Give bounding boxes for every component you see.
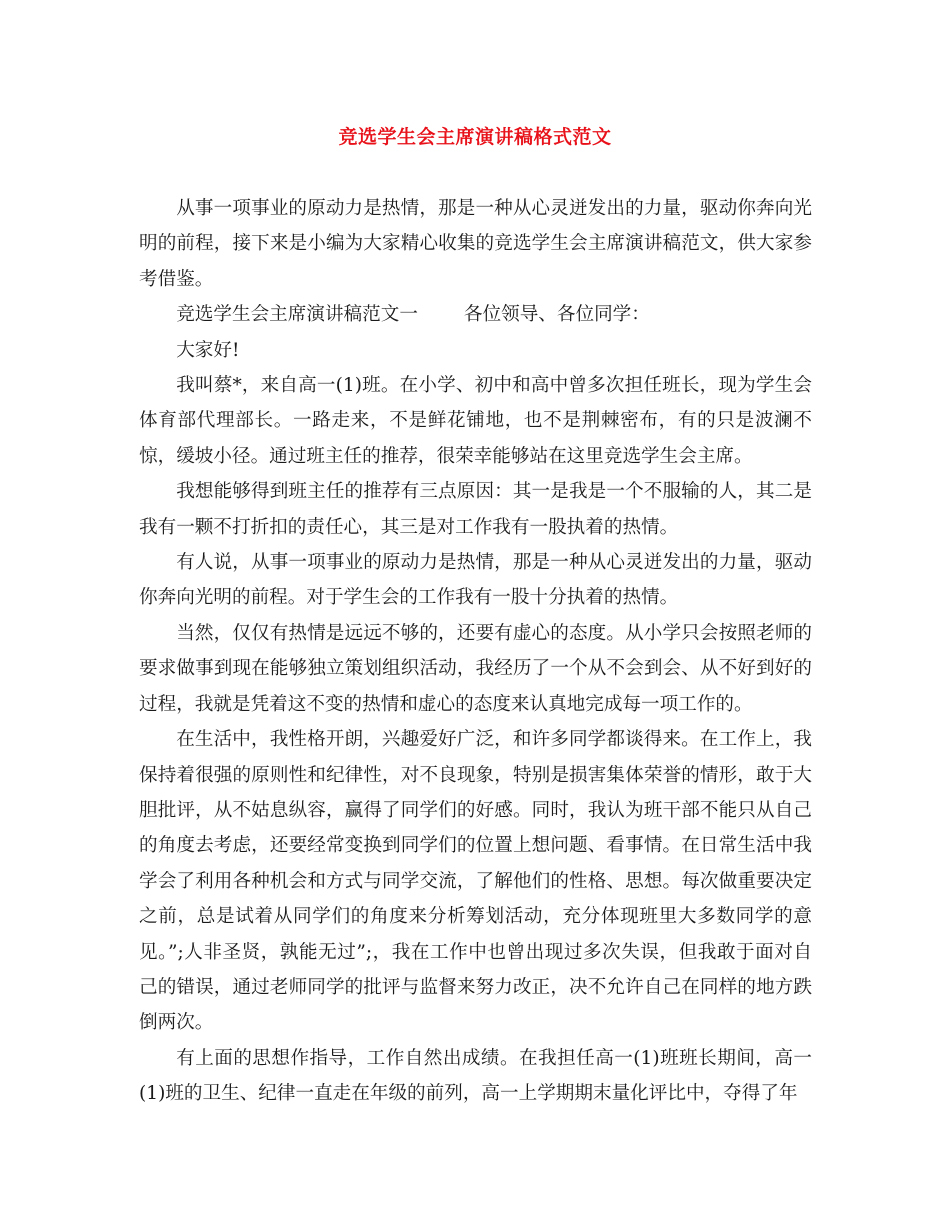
body-paragraph: 当然，仅仅有热情是远远不够的，还要有虚心的态度。从小学只会按照老师的要求做事到现在能够独立策划组织活动，我经历了一个从不会到会、从不好到好的过程，我就是凭着这不变的热情和虚心的态度来认真地完成每一项工作的。 bbox=[139, 622, 812, 715]
body-paragraph: 有上面的思想作指导，工作自然出成绩。在我担任高一(1)班班长期间，高一(1)班的卫生、纪律一直走在年级的前列，高一上学期期末量化评比中，夺得了年 bbox=[139, 1047, 812, 1105]
body-paragraph: 我想能够得到班主任的推荐有三点原因：其一是我是一个不服输的人，其二是我有一颗不打折扣的责任心，其三是对工作我有一股执着的热情。 bbox=[139, 481, 812, 538]
greeting: 大家好! bbox=[176, 339, 240, 361]
body-paragraph: 我叫蔡*，来自高一(1)班。在小学、初中和高中曾多次担任班长，现为学生会体育部代理部长。一路走来，不是鲜花铺地，也不是荆棘密布，有的只是波澜不惊，缓坡小径。通过班主任的推荐，很荣幸能够站在这里竞选学生会主席。 bbox=[139, 375, 812, 467]
section-heading: 竞选学生会主席演讲稿范文一 bbox=[176, 304, 418, 326]
section-heading-line bbox=[139, 297, 812, 332]
document-title: 竞选学生会主席演讲稿格式范文 bbox=[338, 126, 612, 148]
body-paragraph: 在生活中，我性格开朗，兴趣爱好广泛，和许多同学都谈得来。在工作上，我保持着很强的原则性和纪律性，对不良现象，特别是损害集体荣誉的情形，敢于大胆批评，从不姑息纵容，赢得了同学们的好感。同时，我认为班干部不能只从自己的角度去考虑，还要经常变换到同学们的位置上想问题、看事情。在日常生活中我学会了利用各种机会和方式与同学交流，了解他们的性格、思想。每次做重要决定之前，总是试着从同学们的角度来分析筹划活动，充分体现班里大多数同学的意见。”;人非圣贤，孰能无过”;，我在工作中也曾出现过多次失误，但我敢于面对自己的错误，通过老师同学的批评与监督来努力改正，决不允许自己在同样的地方跌倒两次。 bbox=[139, 729, 812, 1034]
salutation: 各位领导、各位同学： bbox=[463, 304, 650, 326]
document-body bbox=[139, 191, 812, 1112]
body-paragraph: 有人说，从事一项事业的原动力是热情，那是一种从心灵迸发出的力量，驱动你奔向光明的前程。对于学生会的工作我有一股十分执着的热情。 bbox=[139, 552, 812, 609]
intro-paragraph: 从事一项事业的原动力是热情，那是一种从心灵迸发出的力量，驱动你奔向光明的前程，接下来是小编为大家精心收集的竞选学生会主席演讲稿范文，供大家参考借鉴。 bbox=[139, 198, 812, 290]
